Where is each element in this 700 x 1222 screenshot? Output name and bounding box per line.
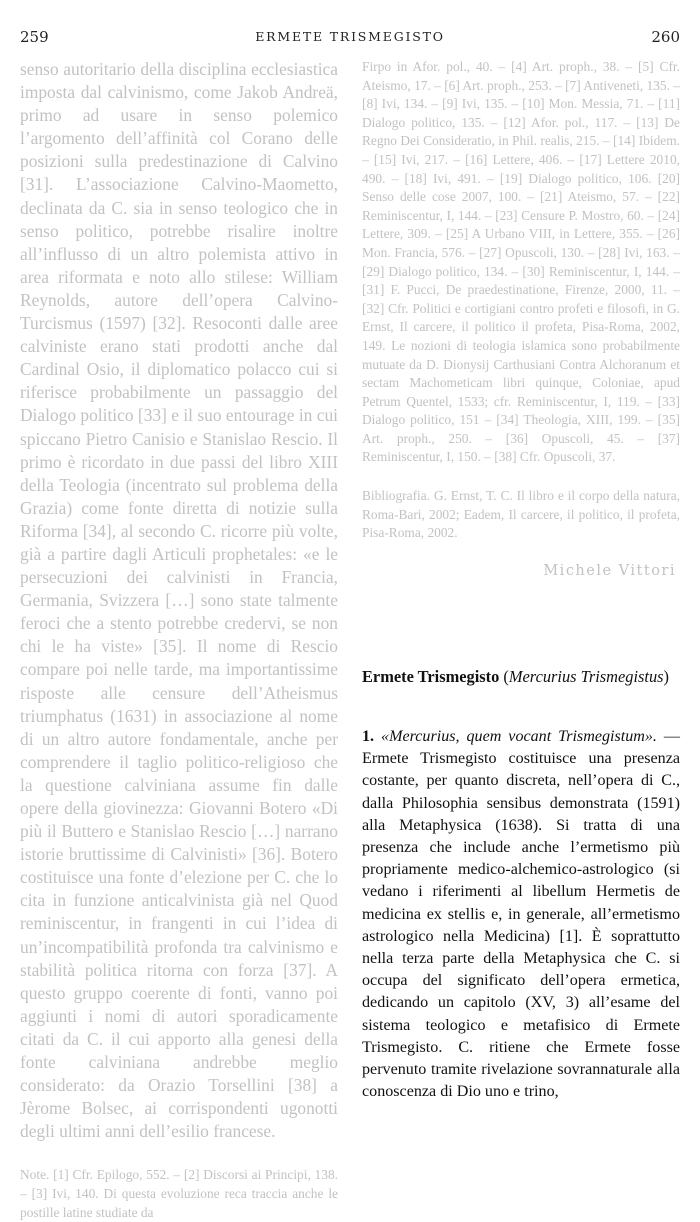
left-column-notes: Note. [1] Cfr. Epilogo, 552. – [2] Discorsi ai Principi, 138. – [3] Ivi, 140. Di questa evoluzione reca traccia anche le postille latine studiate da <box>20 1167 338 1220</box>
section-number: 1. <box>362 728 375 745</box>
entry-latin-name: Mercurius Trismegistus <box>508 667 664 686</box>
notes-continuation: Firpo in Afor. pol., 40. – [4] Art. proph., 38. – [5] Cfr. Ateismo, 17. – [6] Art. proph., 253. – [7] Antiveneti, 135. – [8] Ivi, 134. – [9] Ivi, 135. – [10] Mon. Messia, 71. – [11] Dialogo politico, 135. – [12] Afor. pol., 117. – [13] De Regno Dei Consideratio, in Phil. realis, 215. – [14] Ibidem. – [15] Ivi, 217. – [16] Lettere, 406. – [17] Lettere 2010, 490. – [18] Ivi, 491. – [19] Dialogo politico, 106. [20] Senso delle cose 2007, 100. – [21] Ateismo, 57. – [22] Reminiscentur, I, 144. – [23] Censure P. Mostro, 60. – [24] Lettere, 309. – [25] A Urbano VIII, in Lettere, 355. – [26] Mon. Francia, 576. – [27] Opuscoli, 130. – [28] Ivi, 163. – [29] Dialogo politico, 134. – [30] Reminiscentur, I, 144. – [31] F. Pucci, De praedestinatione, Firenze, 2000, 11. – [32] Cfr. Politici e cortigiani contro profeti e filosofi, in G. Ernst, Il carcere, il politico il profeta, Pisa-Roma, 2002, 149. Le nozioni di teologia islamica sono probabilmente mutuate da D. Dionysij Carthusiani Contra Alchoranum et sectam Machometicam libri quinque, Coloniae, apud Petrum Quentel, 1533; cfr. Reminiscentur, I, 119. – [33] Dialogo politico, 151 – [34] Theologia, XIII, 199. – [35] Art. proph., 250. – [36] Opuscoli, 45. – [37] Reminiscentur, I, 150. – [38] Cfr. Opuscoli, 37. <box>362 59 680 465</box>
left-column <box>20 58 338 1222</box>
entry-title-name: Ermete Trismegisto <box>362 667 500 686</box>
entry-body-text: Ermete Trismegisto costituisce una presenza costante, per quanto discreta, nell’opera di C., dalla Philosophia sensibus demonstrata (1591) alla Metaphysica (1638). Si tratta di una presenza che include anche l’ermetismo più propriamente medico-alchemico-astrologico (si vedano i riferimenti al libellum Hermetis de medicina ex stellis e, in generale, all’ermetismo astrologico nella Medicina) [1]. È soprattutto nella terza parte della Metaphysica che C. si occupa del significato dell’opera ermetica, dedicando un capitolo (XV, 3) all’esame del sistema teologico e metafisico di Ermete Trismegisto. C. ritiene che Ermete fosse pervenuto tramite rivelazione sovrannaturale alla conoscenza di Dio uno e trino, <box>362 750 680 1101</box>
entry-title: Ermete Trismegisto (Mercurius Trismegistus) <box>362 667 670 686</box>
left-page-number: 259 <box>20 28 49 46</box>
right-page-number: 260 <box>651 28 680 46</box>
left-column-body-text: senso autoritario della disciplina ecclesiastica imposta dal calvinismo, come Jakob Andreä, primo ad usare in senso polemico l’argomento dell’affinità col Corano delle posizioni sulla predestinazione di Calvino [31]. L’associazione Calvino-Maometto, declinata da C. sia in senso teologico che in senso politico, potrebbe risalire inoltre all’influsso di un altro polemista attivo in area riformata e noto allo stilese: William Reynolds, autore dell’opera Calvino-Turcismus (1597) [32]. Resoconti dalle aree calviniste erano stati prodotti anche dal Cardinal Osio, il diplomatico polacco cui si riferisce probabilmente un passaggio del Dialogo politico [33] e il suo entourage in cui spiccano Pietro Canisio e Stanislao Rescio. Il primo è ricordato in due passi del libro XIII della Teologia (incentrato sul problema della Grazia) come fonte diretta di notizie sulla Riforma [34], al secondo C. ricorre più volte, già a partire dagli Articuli prophetales: «e le persecuzioni dei calvinisti in Francia, Germania, Svizzera […] sono state talmente feroci che a stento potrebbe credervi, se non chi le ha viste» [35]. Il nome di Rescio compare poi nelle tarde, ma importantissime risposte alle censure dell’Atheismus triumphatus (1631) in associazione al nome di un altro autore fondamentale, anche per comprendere il taglio politico-religioso che la questione calviniana assume fin dalle opere della giovinezza: Giovanni Botero «Di più il Buttero e Stanislao Rescio […] narrano istorie bruttissime di Calvinisti» [36]. Botero costituisce una fonte d’elezione per C. che lo cita in funzione anticalvinista già nel Quod reminiscentur, in frangenti in cui l’idea di un’incompatibilità profonda tra calvinismo e stabilità politica ritorna con forza [37]. A questo gruppo coerente di fonti, vanno poi aggiunti i nomi di autori sporadicamente citati da C. il cui apporto alla genesi della fonte calviniana andrebbe meglio considerato: da Orazio Torsellini [38] a Jèrome Bolsec, ai corrispondenti ugonotti degli ultimi anni dell’esilio francese. <box>20 59 338 1142</box>
author-signature: Michele Vittori <box>543 562 676 579</box>
right-column <box>362 58 680 579</box>
running-title: ERMETE TRISMEGISTO <box>255 29 445 44</box>
section-heading: «Mercurius, quem vocant Trismegistum». <box>381 728 657 745</box>
entry-body: 1. «Mercurius, quem vocant Trismegistum». — Ermete Trismegisto costituisce una presenza costante, per quanto discreta, nell’opera di C., dalla Philosophia sensibus demonstrata (1591) alla Metaphysica (1638). Si tratta di una presenza che include anche l’ermetismo più propriamente medico-alchemico-astrologico (si vedano i riferimenti al libellum Hermetis de medicina ex stellis e, in generale, all’ermetismo astrologico nella Medicina) [1]. È soprattutto nella terza parte della Metaphysica che C. si occupa del significato dell’opera ermetica, dedicando un capitolo (XV, 3) all’esame del sistema teologico e metafisico di Ermete Trismegisto. C. ritiene che Ermete fosse pervenuto tramite rivelazione sovrannaturale alla conoscenza di Dio uno e trino, <box>362 728 680 1101</box>
bibliography: Bibliografia. G. Ernst, T. C. Il libro e il corpo della natura, Roma-Bari, 2002; Eadem, Il carcere, il politico, il profeta, Pisa-Roma, 2002. <box>362 488 680 541</box>
